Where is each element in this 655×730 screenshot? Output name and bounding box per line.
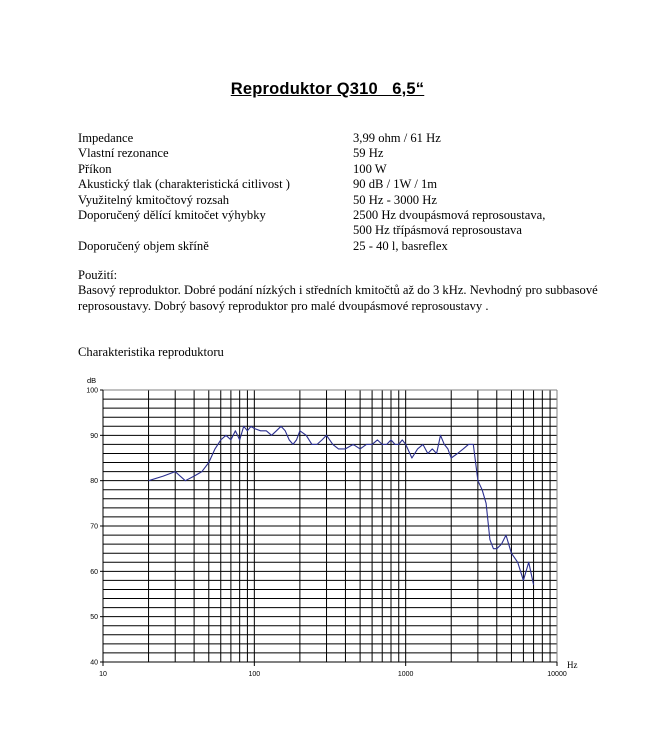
chart-heading: Charakteristika reproduktoru [78,345,224,359]
chart-series [149,426,534,585]
spec-label: Doporučený dělící kmitočet výhybky [78,208,266,223]
y-tick-label: 80 [90,478,98,486]
spec-label: Akustický tlak (charakteristická citlivost ) [78,177,290,192]
y-tick-label: 50 [90,614,98,622]
series-line [149,426,534,585]
x-axis-label: Hz [567,660,578,670]
x-tick-label: 10000 [547,671,567,678]
spec-value: 500 Hz třípásmová reprosoustava [353,223,522,238]
spec-label: Příkon [78,161,112,176]
spec-value: 100 W [353,161,387,176]
usage-heading: Použití: [78,268,118,282]
x-tick-label: 1000 [397,671,414,678]
spec-value: 3,99 ohm / 61 Hz [353,131,441,145]
y-tick-label: 40 [90,659,98,667]
spec-value: 59 Hz [353,146,384,161]
spec-value: 2500 Hz dvoupásmová reprosoustava, [353,208,546,223]
spec-label: Vlastní rezonance [78,146,169,161]
y-tick-label: 70 [90,523,98,531]
y-tick-label: 100 [86,387,98,395]
spec-value: 50 Hz - 3000 Hz [353,192,437,207]
y-tick-label: 60 [90,568,98,576]
spec-label: Využitelný kmitočtový rozsah [78,192,230,207]
y-axis-label: dB [87,376,97,385]
x-tick-label: 100 [248,671,261,678]
spec-value: 90 dB / 1W / 1m [353,177,438,192]
y-tick-label: 90 [90,432,98,440]
y-tick-labels [86,388,98,667]
x-tick-labels [99,671,567,678]
spec-label: Doporučený objem skříně [78,238,209,253]
spec-value: 25 - 40 l, basreflex [353,238,448,253]
usage-text: Basový reproduktor. Dobré podání nízkých i středních kmitočtů až do 3 kHz. Nevhodný pro subbasové reprosoustavy. Dobrý basový reproduktor pro malé dvoupásmové reprosoustavy . [78,283,598,313]
spec-label: Impedance [78,131,134,145]
x-tick-label: 10 [99,671,107,678]
document-title: Reproduktor Q310 6,5“ [230,80,425,98]
